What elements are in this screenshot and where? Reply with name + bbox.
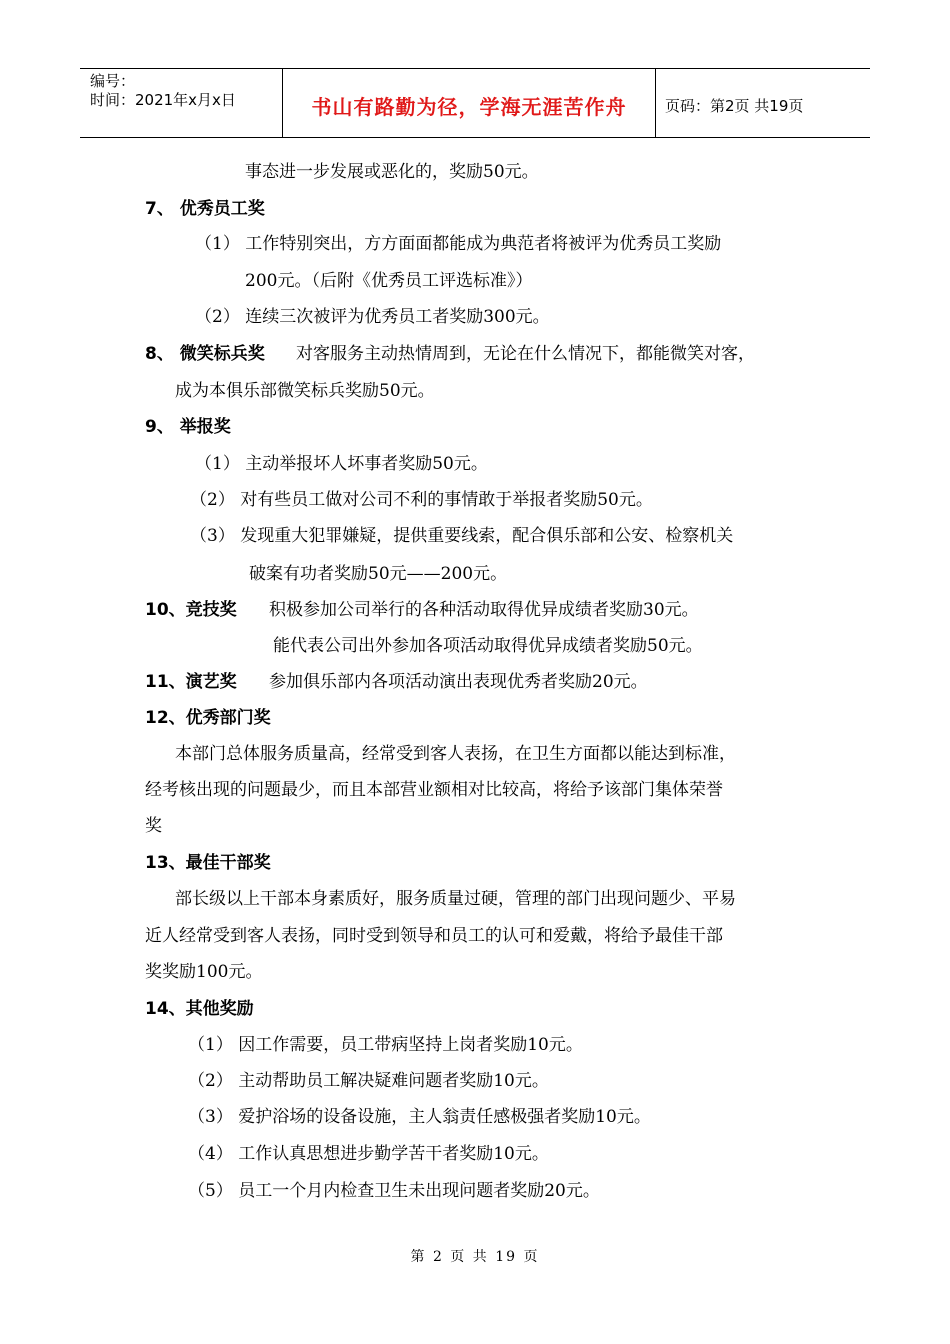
document-header (80, 68, 870, 138)
text-line: 积极参加公司举行的各种活动取得优异成绩者奖励30元。 (269, 600, 699, 620)
text-line: 本部门总体服务质量高，经常受到客人表扬，在卫生方面都以能达到标准， (175, 744, 736, 764)
section-title-7: 7、 优秀员工奖 (145, 199, 265, 219)
header-motto: 书山有路勤为径，学海无涯苦作舟 (311, 95, 627, 119)
section-title-9: 9、 举报奖 (145, 417, 231, 437)
serial-label: 编号： (90, 72, 136, 90)
text-line: 近人经常受到客人表扬，同时受到领导和员工的认可和爱戴，将给予最佳干部 (145, 926, 723, 946)
header-left-cell (80, 69, 282, 137)
date-label: 时间：2021年x月x日 (90, 91, 236, 109)
text-line: （4） 工作认真思想进步勤学苦干者奖励10元。 (188, 1144, 549, 1164)
text-line: （2） 主动帮助员工解决疑难问题者奖励10元。 (188, 1071, 549, 1091)
text-line: 部长级以上干部本身素质好，服务质量过硬，管理的部门出现问题少、平易 (175, 889, 736, 909)
section-title-8: 8、 微笑标兵奖 (145, 344, 265, 364)
text-line: 能代表公司出外参加各项活动取得优异成绩者奖励50元。 (273, 636, 703, 656)
section-title-11: 11、演艺奖 (145, 672, 237, 692)
text-line: 奖奖励100元。 (145, 962, 263, 982)
section-title-14: 14、其他奖励 (145, 999, 254, 1019)
text-line: 破案有功者奖励50元——200元。 (249, 564, 508, 584)
text-line: （3） 爱护浴场的设备设施，主人翁责任感极强者奖励10元。 (188, 1107, 651, 1127)
section-title-10: 10、竞技奖 (145, 600, 237, 620)
text-line: 参加俱乐部内各项活动演出表现优秀者奖励20元。 (269, 672, 648, 692)
text-line: （2） 连续三次被评为优秀员工者奖励300元。 (195, 307, 550, 327)
header-page-info: 页码：第2页 共19页 (665, 97, 804, 115)
text-line: （1） 主动举报坏人坏事者奖励50元。 (195, 454, 488, 474)
header-center-cell (282, 69, 656, 137)
text-line: 200元。（后附《优秀员工评选标准》） (245, 271, 533, 291)
text-line: 奖 (145, 816, 162, 836)
text-line: 事态进一步发展或恶化的，奖励50元。 (245, 162, 539, 182)
header-right-cell (655, 69, 870, 137)
section-title-12: 12、优秀部门奖 (145, 708, 271, 728)
text-line: 对客服务主动热情周到，无论在什么情况下，都能微笑对客， (296, 344, 755, 364)
text-line: （2） 对有些员工做对公司不利的事情敢于举报者奖励50元。 (190, 490, 653, 510)
text-line: 成为本俱乐部微笑标兵奖励50元。 (175, 381, 435, 401)
page-footer: 第 2 页 共 19 页 (410, 1249, 540, 1265)
text-line: （3） 发现重大犯罪嫌疑，提供重要线索，配合俱乐部和公安、检察机关 (190, 526, 734, 546)
text-line: 经考核出现的问题最少，而且本部营业额相对比较高，将给予该部门集体荣誉 (145, 780, 723, 800)
text-line: （1） 因工作需要，员工带病坚持上岗者奖励10元。 (188, 1035, 583, 1055)
text-line: （1） 工作特别突出，方方面面都能成为典范者将被评为优秀员工奖励 (195, 234, 722, 254)
section-title-13: 13、最佳干部奖 (145, 853, 271, 873)
text-line: （5） 员工一个月内检查卫生未出现问题者奖励20元。 (188, 1181, 600, 1201)
